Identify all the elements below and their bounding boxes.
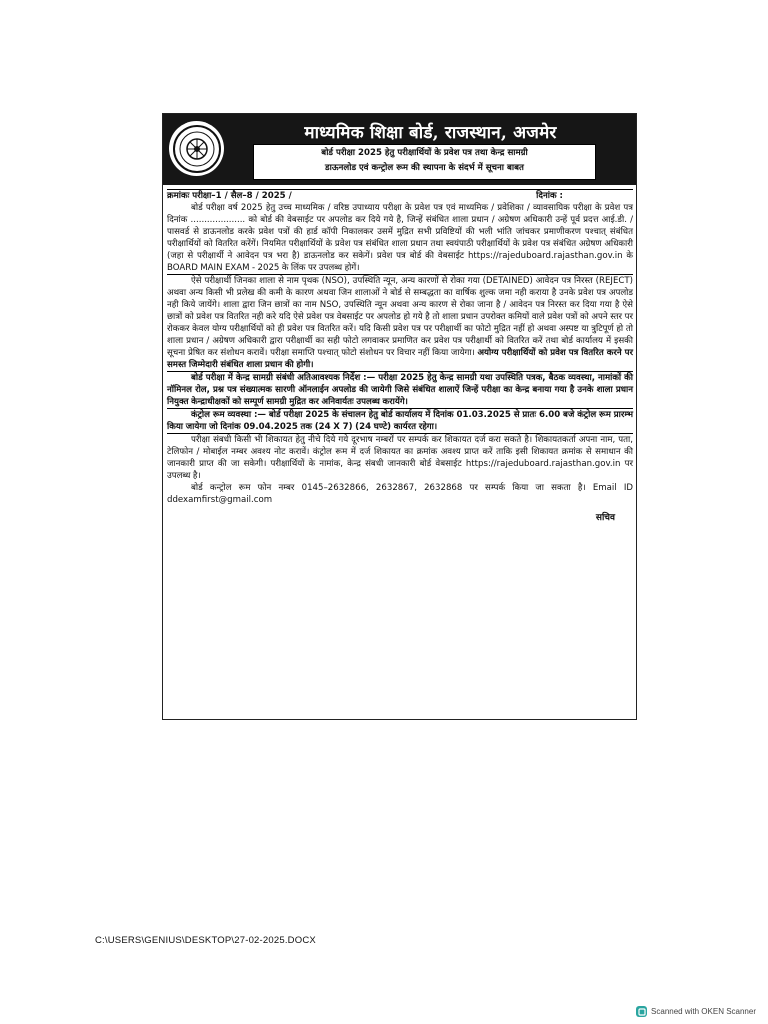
reference-line	[167, 189, 633, 202]
scanner-logo-icon	[636, 1006, 647, 1017]
paragraph-withheld-candidates	[167, 275, 633, 371]
paragraph-responsibility-note: अयोग्य परीक्षार्थियों को प्रवेश पत्र वितरित करने पर समस्त जिम्मेदारी संबंधित शाला प्रधान की होगी।	[167, 348, 633, 370]
paragraph-admit-card-upload: बोर्ड परीक्षा वर्ष 2025 हेतु उच्च माध्यमिक / वरिष्ठ उपाध्याय परीक्षा के प्रवेश पत्र एवं माध्यमिक / प्रवेशिका / व्यावसायिक परीक्षा के प्रवेश पत्र दिनांक .................... को बोर्ड की वेबसाईट पर अपलोड कर दिये गये है, जिन्हें संबंधित शाला प्रधान / अग्रेषण अधिकारी उन्हें पूर्व प्रदत्त आई.डी. / पासवर्ड से डाऊनलोड करके प्रवेश पत्रों की हार्ड कॉपी निकालकर उसमें मुद्रित सभी प्रविष्टियों की भली भांति जांचकर प्रमाणीकरण पश्चात् संबंधित परीक्षार्थियों को वितरित करेंगें। नियमित परीक्षार्थियों के प्रवेश पत्र संबंधित शाला प्रधान तथा स्वयंपाठी परीक्षार्थियों के प्रवेश पत्र संबंधित अग्रेषण अधिकारी (जहा से परीक्षार्थी ने आवेदन पत्र भरा है) डाऊनलोड कर सकेगें। प्रवेश पत्र बोर्ड की वेबसाईट https://rajeduboard.rajasthan.gov.in के BOARD MAIN EXAM - 2025 के लिंक पर उपलब्ध होगें।	[167, 203, 633, 273]
paragraph-contact: बोर्ड कन्ट्रोल रूम फोन नम्बर 0145–2632866, 2632867, 2632868 पर सम्पर्क किया जा सकता है। Email ID ddexamfirst@gmail.com	[167, 483, 633, 505]
board-emblem-icon	[169, 121, 224, 176]
paragraph-centre-material: बोर्ड परीक्षा में केन्द्र सामग्री संबंधी अतिआवश्यक निर्देश :— परीक्षा 2025 हेतु केन्द्र सामग्री यथा उपस्थिति पत्रक, बैठक व्यवस्था, नामांकों की नॉमिनल रोल, प्रश्न पत्र संख्यात्मक सारणी ऑनलाईन अपलोड की जायेगी जिसे संबंधित शालाऐं जिन्हें परीक्षा का केन्द्र बनाया गया है उनके शाला प्रधान नियुक्त केन्द्राधीक्षकों को सम्पूर्ण सामग्री मुद्रित कर अनिवार्यतः उपलब्ध करायेंगे।	[167, 373, 633, 407]
signature: सचिव	[595, 513, 615, 523]
paragraph-withheld-text: ऐसे परीक्षार्थी जिनका शाला से नाम पृथक (NSO), उपस्थिति न्यून, अन्य कारणों से रोका गया (DETAINED) आवेदन पत्र निरस्त (REJECT) अथवा अन्य किसी भी प्रलेख की कमी के कारण अथवा जिन शालाओं ने बोर्ड से सम्बद्धता का वार्षिक शुल्क जमा नही कराया है उनके प्रवेश पत्र अपलोड नही किये जायेंगे। शाला द्वारा जिन छात्रों का नाम NSO, उपस्थिति न्यून अथवा अन्य कारण से रोका जाना है / आवेदन पत्र निरस्त कर दिया गया है ऐसे छात्रों को प्रवेश पत्र वितरित नही करे यदि ऐसे प्रवेश पत्र वेबसाईट पर अपलोड हो गये है तो शाला प्रधान उपरोक्त कमियों वाले प्रवेश पत्रों को अपने स्तर पर रोककर केवल योग्य परीक्षार्थियों को ही प्रवेश पत्र वितरित करें। यदि किसी प्रवेश पत्र पर परीक्षार्थी का फोटो मुद्रित नहीं हो अथवा अस्पष्ट या त्रुटिपूर्ण हो तो शाला प्रधान / अग्रेषण अधिकारी द्वारा परीक्षार्थी का सही फोटो लगवाकर प्रमाणित कर प्रवेश पत्र परीक्षार्थी को वितरित करें तथा बोर्ड कार्यालय में इसकी सूचना प्रेषित कर संशोधन करावें। परीक्षा समाप्ति पश्चात् फोटो संशोधन पर विचार नहीं किया जायेगा।	[167, 276, 633, 358]
notice-document	[162, 113, 637, 720]
subject-box	[253, 144, 596, 180]
subject-line-1: बोर्ड परीक्षा 2025 हेतु परीक्षार्थियों के प्रवेश पत्र तथा केन्द्र सामग्री	[321, 148, 528, 158]
document-header	[163, 114, 636, 185]
date-label: दिनांक :	[536, 191, 563, 201]
subject-line-2: डाऊनलोड एवं कन्ट्रोल रूम की स्थापना के संदर्भ में सूचना बाबत	[325, 163, 524, 173]
board-title: माध्यमिक शिक्षा बोर्ड, राजस्थान, अजमेर	[304, 123, 557, 143]
document-body	[163, 185, 636, 523]
file-path: C:\USERS\GENIUS\DESKTOP\27-02-2025.DOCX	[95, 935, 316, 946]
paragraph-complaints: परीक्षा संबधी किसी भी शिकायत हेतु नीचे दिये गये दूरभाष नम्बरों पर सम्पर्क कर शिकायत दर्ज करा सकते है। शिकायतकर्ता अपना नाम, पता, टेलिफोन / मोबाईल नम्बर अवश्य नोट करावें। कंट्रोल रूम में दर्ज शिकायत का क्रमांक अवश्य प्राप्त करें ताकि इसी शिकायत क्रमांक से समाधान की जानकारी प्राप्त की जा सकेगी। परीक्षार्थियों के नामांक, केन्द्र संबधी जानकारी बोर्ड वेबसाईट https://rajeduboard.rajasthan.gov.in पर उपलब्ध है।	[167, 435, 633, 481]
reference-number: क्रमांकः परीक्षा–1 / सैल–8 / 2025 /	[167, 191, 292, 201]
scanner-watermark	[636, 1006, 756, 1017]
paragraph-control-room: कंट्रोल रूम व्यवस्था :— बोर्ड परीक्षा 2025 के संचालन हेतु बोर्ड कार्यालय में दिनांक 01.03.2025 से प्रातः 6.00 बजे कंट्रोल रूम प्रारम्भ किया जायेगा जो दिनांक 09.04.2025 तक (24 X 7) (24 घण्टे) कार्यरत रहेगा।	[167, 410, 633, 432]
scanner-text: Scanned with OKEN Scanner	[651, 1007, 756, 1016]
